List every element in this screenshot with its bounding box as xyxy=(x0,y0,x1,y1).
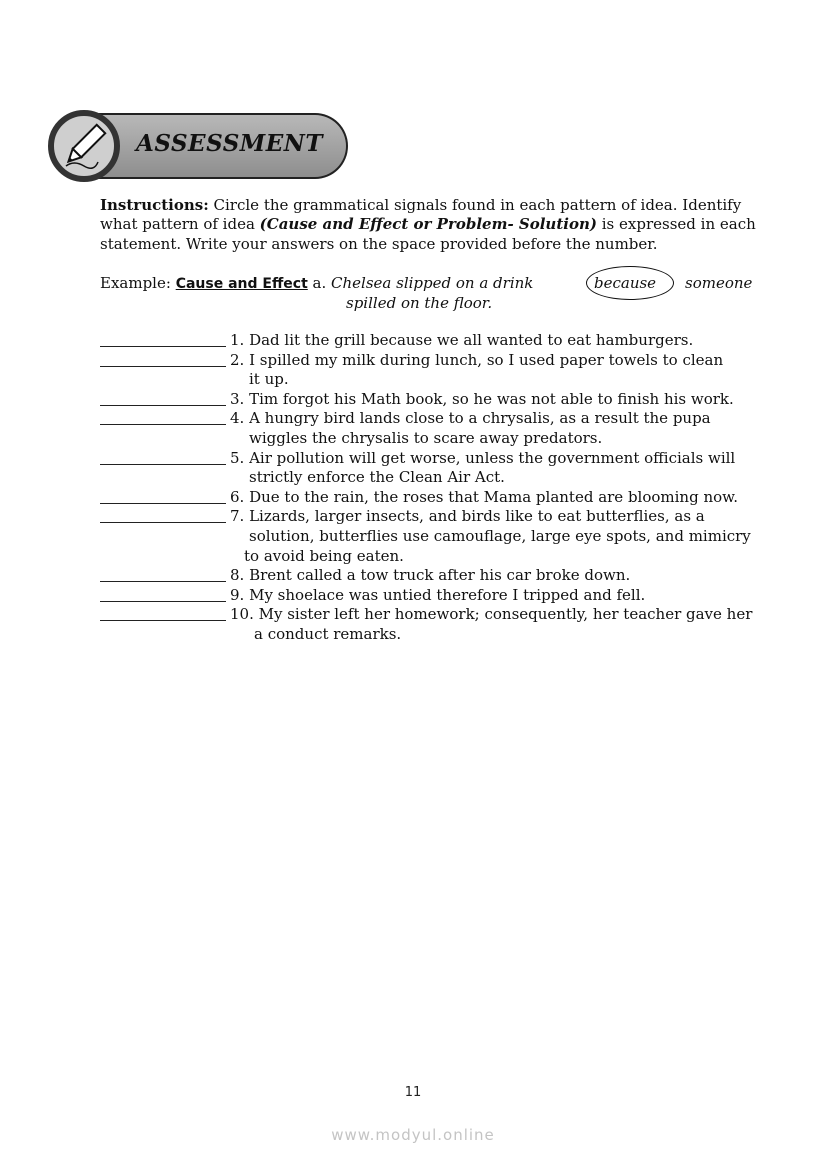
watermark: www.modyul.online xyxy=(331,1126,495,1144)
example-signal: because xyxy=(594,274,657,292)
assessment-banner xyxy=(48,110,350,180)
item-text: 5. Air pollution will get worse, unless the government officials will xyxy=(230,448,736,467)
page-title: ASSESSMENT xyxy=(136,130,323,157)
answer-blank[interactable] xyxy=(100,346,226,347)
item-text: to avoid being eaten. xyxy=(244,546,404,565)
example-sentence-cont: spilled on the floor. xyxy=(346,294,493,312)
item-text: 9. My shoelace was untied therefore I tripped and fell. xyxy=(230,585,646,604)
example-sentence-cont: someone xyxy=(685,274,753,292)
answer-blank[interactable] xyxy=(100,366,226,367)
item-text: wiggles the chrysalis to scare away predators. xyxy=(249,429,603,447)
answer-blank[interactable] xyxy=(100,424,226,425)
example-sentence: Chelsea slipped on a drink xyxy=(331,274,534,292)
answer-blank[interactable] xyxy=(100,620,226,621)
pencil-icon xyxy=(48,110,120,182)
instructions-text: what pattern of idea xyxy=(100,215,260,233)
page-number: 11 xyxy=(404,1085,422,1100)
instructions-text: is expressed in each xyxy=(596,215,756,233)
answer-blank[interactable] xyxy=(100,464,226,465)
example-label: Example: xyxy=(100,274,176,292)
answer-blank[interactable] xyxy=(100,581,226,582)
item-text: it up. xyxy=(249,370,289,389)
item-text: 2. I spilled my milk during lunch, so I used paper towels to clean xyxy=(230,350,724,369)
item-text: 8. Brent called a tow truck after his car broke down. xyxy=(230,566,631,585)
instructions-line-3: statement. Write your answers on the space provided before the number. xyxy=(100,235,658,253)
instructions-label: Instructions: xyxy=(100,196,209,214)
item-text: 10. My sister left her homework; consequently, her teacher gave her xyxy=(230,605,753,624)
example-line xyxy=(100,274,533,294)
item-text: solution, butterflies use camouflage, large eye spots, and mimicry xyxy=(249,527,751,545)
answer-blank[interactable] xyxy=(100,601,226,602)
instructions-text: Circle the grammatical signals found in each pattern of idea. Identify xyxy=(208,196,742,214)
item-text: 7. Lizards, larger insects, and birds like to eat butterflies, as a xyxy=(230,507,705,526)
patterns-emphasis: (Cause and Effect or Problem- Solution) xyxy=(259,215,597,233)
answer-blank[interactable] xyxy=(100,503,226,504)
item-text: 4. A hungry bird lands close to a chrysalis, as a result the pupa xyxy=(230,409,711,428)
example-answer: Cause and Effect xyxy=(175,276,308,292)
instructions-line-2 xyxy=(100,215,756,234)
instructions-line-1 xyxy=(100,196,741,215)
item-text: 1. Dad lit the grill because we all wanted to eat hamburgers. xyxy=(230,331,694,349)
item-text: strictly enforce the Clean Air Act. xyxy=(249,468,505,487)
answer-blank[interactable] xyxy=(100,405,226,406)
item-text: 6. Due to the rain, the roses that Mama planted are blooming now. xyxy=(230,487,738,506)
item-text: a conduct remarks. xyxy=(254,625,402,643)
example-letter: a. xyxy=(307,274,332,292)
answer-blank[interactable] xyxy=(100,522,226,523)
item-text: 3. Tim forgot his Math book, so he was not able to finish his work. xyxy=(230,389,734,408)
